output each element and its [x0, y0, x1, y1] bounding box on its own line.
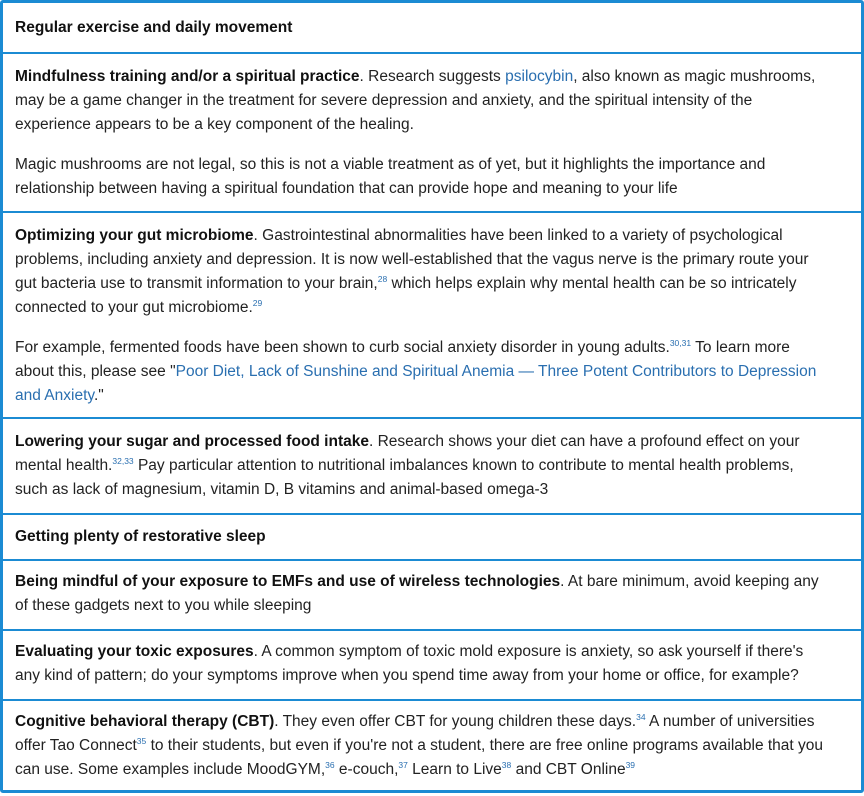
footnote-ref[interactable]: 39 — [625, 760, 636, 770]
row-emf — [3, 559, 861, 629]
emf-title: Being mindful of your exposure to EMFs and use of wireless technologies — [15, 573, 561, 590]
sleep-title: Getting plenty of restorative sleep — [15, 528, 266, 545]
text: A number of universities — [645, 713, 815, 730]
toxic-title: Evaluating your toxic exposures — [15, 643, 254, 660]
article-link[interactable]: Poor Diet, Lack of Sunshine and Spiritual Anemia — Three Potent Contributors to Depression — [175, 363, 817, 380]
text-line: problems, including anxiety and depression. It is now well-established that the vagus nerve is the primary route your — [15, 251, 809, 268]
row-cbt — [3, 699, 861, 796]
text: Pay particular attention to nutritional imbalances known to contribute to mental health problems, — [133, 457, 794, 474]
text: to their students, but even if you're not a student, there are free online programs available that you — [146, 737, 824, 754]
footnote-ref[interactable]: 30,31 — [669, 338, 692, 348]
footnote-ref[interactable]: 36 — [325, 760, 335, 770]
row-sugar-intake — [3, 417, 861, 513]
row-exercise — [3, 3, 861, 52]
exercise-title: Regular exercise and daily movement — [15, 19, 293, 36]
text: . At bare minimum, avoid keeping any — [560, 573, 819, 590]
text-line: such as lack of magnesium, vitamin D, B vitamins and animal-based omega-3 — [15, 481, 549, 498]
text: Learn to Live — [407, 761, 502, 778]
text-line: Magic mushrooms are not legal, so this is not a viable treatment as of yet, but it highlights the importance and — [15, 156, 766, 173]
text: . A common symptom of toxic mold exposure is anxiety, so ask yourself if there's — [253, 643, 804, 660]
gut-title: Optimizing your gut microbiome — [15, 227, 254, 244]
footnote-ref[interactable]: 34 — [636, 712, 646, 722]
text: about this, please see " — [15, 363, 176, 380]
text: which helps explain why mental health can be so intricately — [387, 275, 797, 292]
cbt-title: Cognitive behavioral therapy (CBT) — [15, 713, 275, 730]
text: To learn more — [691, 339, 790, 356]
footnote-ref[interactable]: 28 — [377, 274, 388, 284]
footnote-ref[interactable]: 35 — [136, 736, 147, 746]
row-mindfulness — [3, 52, 861, 211]
sugar-title: Lowering your sugar and processed food intake — [15, 433, 369, 450]
text-line: experience appears to be a key component of the healing. — [15, 116, 414, 133]
row-sleep — [3, 513, 861, 559]
text: ." — [94, 387, 104, 404]
text: , also known as magic mushrooms, — [573, 68, 816, 85]
text: can use. Some examples include MoodGYM, — [15, 761, 326, 778]
text-line: of these gadgets next to you while sleeping — [15, 597, 312, 614]
mindfulness-title: Mindfulness training and/or a spiritual practice — [15, 68, 360, 85]
text: connected to your gut microbiome. — [15, 299, 253, 316]
footnote-ref[interactable]: 32,33 — [112, 456, 134, 466]
text: . Gastrointestinal abnormalities have been linked to a variety of psychological — [253, 227, 783, 244]
article-link[interactable]: and Anxiety — [15, 387, 94, 404]
psilocybin-link[interactable]: psilocybin — [505, 68, 574, 85]
text: mental health. — [15, 457, 113, 474]
text: and CBT Online — [511, 761, 626, 778]
text-line: any kind of pattern; do your symptoms improve when you spend time away from your home or office, for example? — [15, 667, 799, 684]
footnote-ref[interactable]: 38 — [501, 760, 512, 770]
footnote-ref[interactable]: 37 — [398, 760, 408, 770]
text: e-couch, — [334, 761, 399, 778]
text-line: relationship between having a spiritual foundation that can provide hope and meaning to your life — [15, 180, 678, 197]
text: . Research suggests — [359, 68, 506, 85]
text: gut bacteria use to transmit information to your brain, — [15, 275, 378, 292]
row-gut-microbiome — [3, 211, 861, 417]
footnote-ref[interactable]: 29 — [252, 298, 263, 308]
text: . They even offer CBT for young children these days. — [274, 713, 637, 730]
text: . Research shows your diet can have a profound effect on your — [368, 433, 800, 450]
row-toxic-exposures — [3, 629, 861, 699]
text: For example, fermented foods have been shown to curb social anxiety disorder in young adults. — [15, 339, 670, 356]
text-line: may be a game changer in the treatment for severe depression and anxiety, and the spiritual intensity of the — [15, 92, 753, 109]
text: offer Tao Connect — [15, 737, 137, 754]
